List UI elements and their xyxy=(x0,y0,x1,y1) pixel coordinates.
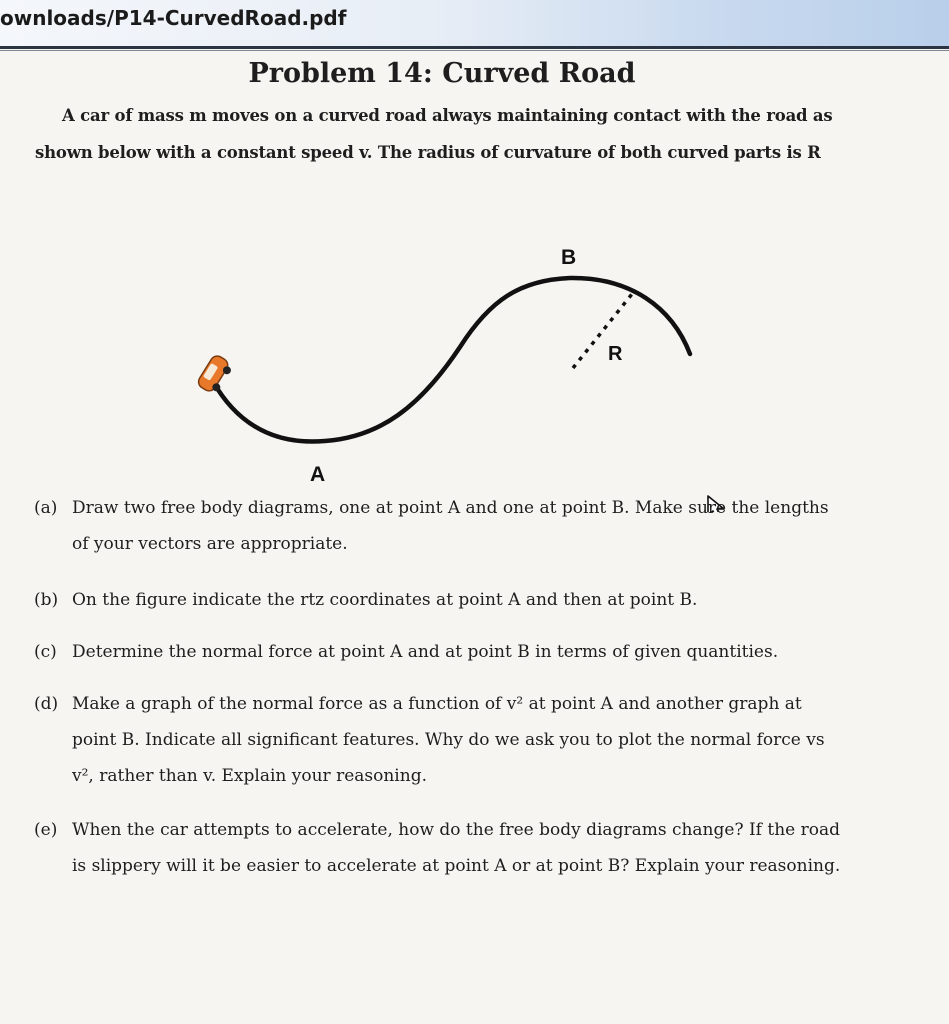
question-a-label: (a) xyxy=(34,498,58,518)
question-a xyxy=(34,490,849,562)
question-c-label: (c) xyxy=(34,642,57,662)
pdf-page xyxy=(0,52,949,1024)
question-d-text: Make a graph of the normal force as a function of v² at point A and another graph at point B. Indicate all significant features. Why do we ask you to plot the normal force vs v², rather than v. Explain your reasoning. xyxy=(72,694,825,786)
question-e-label: (e) xyxy=(34,820,58,840)
question-c xyxy=(34,634,849,670)
question-e xyxy=(34,812,849,884)
question-d xyxy=(34,686,849,794)
label-a: A xyxy=(310,463,326,486)
top-divider-thin xyxy=(0,50,949,51)
question-d-label: (d) xyxy=(34,694,59,714)
problem-title: Problem 14: Curved Road xyxy=(248,58,636,89)
browser-title-bar xyxy=(0,0,949,46)
question-b-text: On the figure indicate the rtz coordinates at point A and then at point B. xyxy=(72,590,698,610)
question-e-text: When the car attempts to accelerate, how do the free body diagrams change? If the road is slippery will it be easier to accelerate at point A or at point B? Explain your reasoning. xyxy=(72,820,841,876)
question-b xyxy=(34,582,849,618)
question-b-label: (b) xyxy=(34,590,59,610)
label-r: R xyxy=(608,343,623,365)
radius-dotted-line xyxy=(573,294,632,368)
intro-line-2: shown below with a constant speed v. The radius of curvature of both curved parts is R xyxy=(35,143,821,162)
curved-road-figure xyxy=(0,182,949,512)
question-c-text: Determine the normal force at point A and at point B in terms of given quantities. xyxy=(72,642,779,662)
label-b: B xyxy=(561,246,577,269)
intro-line-1: A car of mass m moves on a curved road always maintaining contact with the road as xyxy=(62,106,833,125)
top-divider xyxy=(0,46,949,49)
car-icon xyxy=(196,353,235,396)
file-path-title[interactable]: ownloads/P14-CurvedRoad.pdf xyxy=(0,6,347,30)
question-a-text: Draw two free body diagrams, one at point A and one at point B. Make sure the lengths of your vectors are appropriate. xyxy=(72,498,829,554)
